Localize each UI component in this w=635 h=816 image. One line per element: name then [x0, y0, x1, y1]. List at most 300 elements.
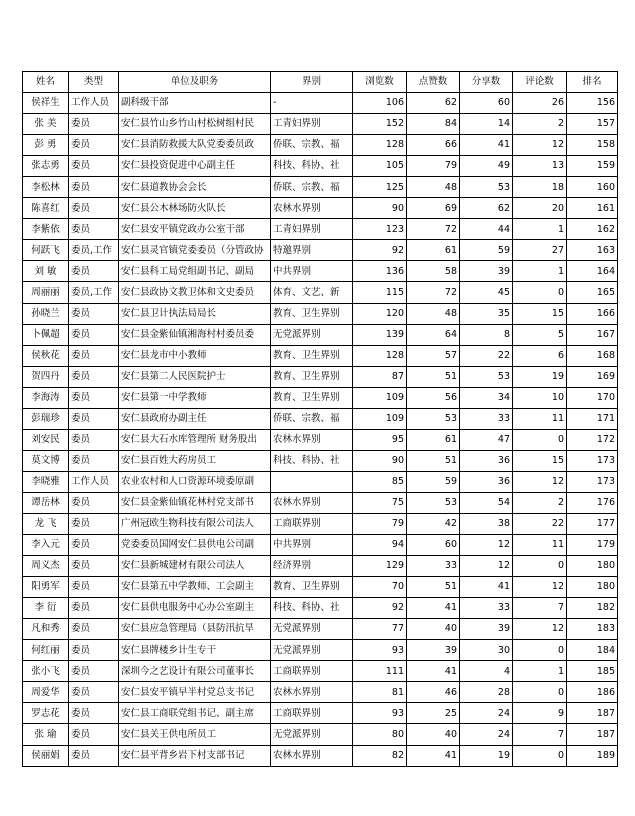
cell-views: 70: [353, 577, 407, 598]
cell-sector: 无党派界别: [271, 640, 353, 661]
cell-unit-position: 广州冠欧生物科技有限公司法人: [119, 513, 271, 534]
cell-shares: 45: [460, 282, 513, 303]
cell-unit-position: 安仁县工商联党组书记、副主席: [119, 703, 271, 724]
cell-rank: 173: [567, 471, 618, 492]
cell-views: 77: [353, 619, 407, 640]
cell-sector: -: [271, 93, 353, 114]
cell-views: 139: [353, 324, 407, 345]
cell-views: 93: [353, 703, 407, 724]
cell-name: 彭 勇: [23, 135, 69, 156]
cell-views: 128: [353, 345, 407, 366]
cell-views: 79: [353, 513, 407, 534]
cell-shares: 39: [460, 261, 513, 282]
table-row: [23, 556, 618, 577]
cell-shares: 35: [460, 303, 513, 324]
cell-likes: 51: [407, 577, 460, 598]
cell-sector: 农林水界别: [271, 682, 353, 703]
cell-views: 106: [353, 93, 407, 114]
cell-unit-position: 农业农村和人口资源环境委原副: [119, 471, 271, 492]
cell-sector: 无党派界别: [271, 724, 353, 745]
cell-likes: 53: [407, 408, 460, 429]
cell-comments: 26: [513, 93, 567, 114]
cell-views: 109: [353, 408, 407, 429]
cell-rank: 173: [567, 450, 618, 471]
table-row: [23, 535, 618, 556]
cell-shares: 24: [460, 703, 513, 724]
cell-shares: 19: [460, 745, 513, 766]
cell-sector: 经济界别: [271, 556, 353, 577]
table-row: [23, 156, 618, 177]
cell-shares: 36: [460, 471, 513, 492]
cell-unit-position: 安仁县平背乡岩下村支部书记: [119, 745, 271, 766]
cell-unit-position: 安仁县新城建材有限公司法人: [119, 556, 271, 577]
header-row: [23, 72, 618, 93]
cell-likes: 62: [407, 93, 460, 114]
cell-shares: 14: [460, 114, 513, 135]
cell-comments: 15: [513, 450, 567, 471]
header-sector: 界别: [271, 72, 353, 93]
cell-unit-position: 安仁县卫计执法局局长: [119, 303, 271, 324]
cell-likes: 41: [407, 598, 460, 619]
cell-comments: 0: [513, 282, 567, 303]
cell-views: 90: [353, 450, 407, 471]
cell-comments: 0: [513, 682, 567, 703]
ranking-table: [22, 71, 618, 767]
cell-views: 136: [353, 261, 407, 282]
cell-rank: 172: [567, 429, 618, 450]
cell-sector: 科技、科协、社: [271, 598, 353, 619]
table-row: [23, 513, 618, 534]
cell-likes: 51: [407, 366, 460, 387]
cell-views: 111: [353, 661, 407, 682]
cell-likes: 66: [407, 135, 460, 156]
cell-name: 莫文博: [23, 450, 69, 471]
cell-type: 委员: [69, 640, 119, 661]
cell-sector: 工青妇界别: [271, 114, 353, 135]
cell-views: 95: [353, 429, 407, 450]
cell-sector: 科技、科协、社: [271, 156, 353, 177]
cell-views: 92: [353, 240, 407, 261]
cell-rank: 160: [567, 177, 618, 198]
cell-name: 罗志花: [23, 703, 69, 724]
cell-views: 94: [353, 535, 407, 556]
cell-unit-position: 安仁县金紫仙镇花林村党支部书: [119, 492, 271, 513]
table-body: [23, 93, 618, 767]
cell-name: 张小飞: [23, 661, 69, 682]
cell-rank: 177: [567, 513, 618, 534]
cell-comments: 0: [513, 556, 567, 577]
cell-type: 委员,工作: [69, 240, 119, 261]
table-row: [23, 387, 618, 408]
cell-shares: 53: [460, 177, 513, 198]
table-row: [23, 114, 618, 135]
header-name: 姓名: [23, 72, 69, 93]
cell-rank: 170: [567, 387, 618, 408]
cell-type: 委员: [69, 408, 119, 429]
cell-comments: 11: [513, 408, 567, 429]
cell-comments: 18: [513, 177, 567, 198]
cell-name: 谭岳林: [23, 492, 69, 513]
cell-rank: 161: [567, 198, 618, 219]
cell-type: 委员,工作: [69, 282, 119, 303]
cell-unit-position: 安仁县应急管理局（县防汛抗旱: [119, 619, 271, 640]
table-row: [23, 492, 618, 513]
cell-rank: 167: [567, 324, 618, 345]
cell-shares: 49: [460, 156, 513, 177]
cell-name: 孙晓兰: [23, 303, 69, 324]
cell-type: 委员: [69, 429, 119, 450]
header-comments: 评论数: [513, 72, 567, 93]
cell-name: 凡和秀: [23, 619, 69, 640]
cell-unit-position: 安仁县安平镇党政办公室干部: [119, 219, 271, 240]
cell-name: 张志勇: [23, 156, 69, 177]
table-row: [23, 345, 618, 366]
cell-rank: 158: [567, 135, 618, 156]
cell-shares: 54: [460, 492, 513, 513]
cell-unit-position: 安仁县第一中学教师: [119, 387, 271, 408]
cell-type: 委员: [69, 535, 119, 556]
cell-name: 何跃飞: [23, 240, 69, 261]
table-row: [23, 282, 618, 303]
table-row: [23, 93, 618, 114]
cell-comments: 2: [513, 114, 567, 135]
cell-shares: 38: [460, 513, 513, 534]
cell-shares: 39: [460, 619, 513, 640]
table-row: [23, 240, 618, 261]
table-row: [23, 450, 618, 471]
cell-comments: 12: [513, 135, 567, 156]
cell-rank: 179: [567, 535, 618, 556]
cell-name: 周丽丽: [23, 282, 69, 303]
cell-rank: 157: [567, 114, 618, 135]
cell-type: 委员: [69, 703, 119, 724]
cell-name: 周爱华: [23, 682, 69, 703]
cell-name: 张 瑜: [23, 724, 69, 745]
cell-unit-position: 副科级干部: [119, 93, 271, 114]
cell-unit-position: 安仁县大石水库管理所 财务股出: [119, 429, 271, 450]
cell-shares: 59: [460, 240, 513, 261]
cell-type: 委员: [69, 198, 119, 219]
cell-type: 委员: [69, 577, 119, 598]
cell-likes: 79: [407, 156, 460, 177]
cell-type: 委员: [69, 492, 119, 513]
cell-views: 90: [353, 198, 407, 219]
cell-views: 92: [353, 598, 407, 619]
cell-shares: 44: [460, 219, 513, 240]
cell-shares: 41: [460, 577, 513, 598]
cell-sector: 中共界别: [271, 535, 353, 556]
cell-name: 龙 飞: [23, 513, 69, 534]
cell-comments: 1: [513, 261, 567, 282]
cell-likes: 60: [407, 535, 460, 556]
cell-name: 李 衍: [23, 598, 69, 619]
cell-sector: 农林水界别: [271, 492, 353, 513]
cell-views: 152: [353, 114, 407, 135]
cell-shares: 62: [460, 198, 513, 219]
cell-type: 委员: [69, 303, 119, 324]
cell-unit-position: 安仁县牌楼乡计生专干: [119, 640, 271, 661]
cell-unit-position: 安仁县第二人民医院护士: [119, 366, 271, 387]
cell-comments: 20: [513, 198, 567, 219]
cell-comments: 7: [513, 724, 567, 745]
cell-likes: 69: [407, 198, 460, 219]
cell-type: 委员: [69, 682, 119, 703]
cell-rank: 186: [567, 682, 618, 703]
cell-sector: 工商联界别: [271, 703, 353, 724]
cell-sector: 体育、文艺、新: [271, 282, 353, 303]
cell-name: 李紫依: [23, 219, 69, 240]
cell-shares: 47: [460, 429, 513, 450]
cell-comments: 12: [513, 619, 567, 640]
cell-name: 侯秋花: [23, 345, 69, 366]
cell-name: 陈喜红: [23, 198, 69, 219]
cell-shares: 41: [460, 135, 513, 156]
cell-type: 委员: [69, 261, 119, 282]
cell-shares: 28: [460, 682, 513, 703]
cell-rank: 169: [567, 366, 618, 387]
cell-type: 委员: [69, 345, 119, 366]
cell-type: 委员: [69, 619, 119, 640]
cell-comments: 0: [513, 745, 567, 766]
cell-name: 卜佩超: [23, 324, 69, 345]
cell-rank: 164: [567, 261, 618, 282]
table-row: [23, 303, 618, 324]
cell-likes: 41: [407, 661, 460, 682]
cell-likes: 84: [407, 114, 460, 135]
cell-unit-position: 安仁县百姓大药房员工: [119, 450, 271, 471]
cell-likes: 72: [407, 219, 460, 240]
cell-unit-position: 安仁县灵官镇党委委员（分管政协: [119, 240, 271, 261]
cell-shares: 33: [460, 598, 513, 619]
cell-name: 刘安民: [23, 429, 69, 450]
cell-shares: 4: [460, 661, 513, 682]
cell-sector: 农林水界别: [271, 198, 353, 219]
table-row: [23, 640, 618, 661]
cell-sector: 工商联界别: [271, 513, 353, 534]
cell-shares: 12: [460, 556, 513, 577]
header-type: 类型: [69, 72, 119, 93]
cell-shares: 34: [460, 387, 513, 408]
table-row: [23, 703, 618, 724]
table-row: [23, 135, 618, 156]
cell-sector: 农林水界别: [271, 429, 353, 450]
cell-unit-position: 安仁县金紫仙镇湘海村村委员委: [119, 324, 271, 345]
cell-likes: 48: [407, 303, 460, 324]
cell-likes: 72: [407, 282, 460, 303]
cell-rank: 187: [567, 703, 618, 724]
cell-rank: 189: [567, 745, 618, 766]
cell-likes: 51: [407, 450, 460, 471]
cell-likes: 25: [407, 703, 460, 724]
cell-unit-position: 安仁县公木林场防火队长: [119, 198, 271, 219]
cell-comments: 11: [513, 535, 567, 556]
table-row: [23, 619, 618, 640]
cell-type: 委员: [69, 387, 119, 408]
cell-type: 工作人员: [69, 93, 119, 114]
cell-views: 129: [353, 556, 407, 577]
cell-sector: 侨联、宗教、福: [271, 135, 353, 156]
cell-unit-position: 安仁县道教协会会长: [119, 177, 271, 198]
cell-rank: 185: [567, 661, 618, 682]
cell-type: 委员: [69, 724, 119, 745]
cell-likes: 53: [407, 492, 460, 513]
cell-unit-position: 安仁县政协文教卫体和文史委员: [119, 282, 271, 303]
header-views: 浏览数: [353, 72, 407, 93]
cell-shares: 33: [460, 408, 513, 429]
cell-unit-position: 安仁县科工局党组副书记、副局: [119, 261, 271, 282]
cell-type: 委员: [69, 513, 119, 534]
cell-unit-position: 安仁县第五中学教师、工会副主: [119, 577, 271, 598]
cell-comments: 10: [513, 387, 567, 408]
cell-comments: 1: [513, 661, 567, 682]
cell-shares: 53: [460, 366, 513, 387]
cell-shares: 22: [460, 345, 513, 366]
cell-type: 委员: [69, 177, 119, 198]
table-row: [23, 577, 618, 598]
cell-likes: 48: [407, 177, 460, 198]
cell-comments: 7: [513, 598, 567, 619]
cell-likes: 61: [407, 240, 460, 261]
table-row: [23, 198, 618, 219]
cell-views: 87: [353, 366, 407, 387]
cell-likes: 57: [407, 345, 460, 366]
cell-shares: 8: [460, 324, 513, 345]
cell-rank: 162: [567, 219, 618, 240]
cell-views: 115: [353, 282, 407, 303]
cell-sector: 侨联、宗教、福: [271, 408, 353, 429]
cell-type: 委员: [69, 135, 119, 156]
cell-comments: 2: [513, 492, 567, 513]
cell-name: 阳勇军: [23, 577, 69, 598]
cell-rank: 156: [567, 93, 618, 114]
table-row: [23, 471, 618, 492]
cell-shares: 60: [460, 93, 513, 114]
cell-type: 委员: [69, 156, 119, 177]
cell-comments: 22: [513, 513, 567, 534]
cell-likes: 56: [407, 387, 460, 408]
cell-likes: 59: [407, 471, 460, 492]
cell-unit-position: 深圳今之艺设计有限公司董事长: [119, 661, 271, 682]
cell-comments: 6: [513, 345, 567, 366]
table-row: [23, 366, 618, 387]
cell-sector: 中共界别: [271, 261, 353, 282]
cell-comments: 12: [513, 577, 567, 598]
cell-views: 80: [353, 724, 407, 745]
cell-views: 123: [353, 219, 407, 240]
cell-sector: 特邀界别: [271, 240, 353, 261]
cell-views: 125: [353, 177, 407, 198]
cell-name: 周义杰: [23, 556, 69, 577]
cell-shares: 24: [460, 724, 513, 745]
cell-views: 105: [353, 156, 407, 177]
cell-name: 侯祥生: [23, 93, 69, 114]
table-row: [23, 261, 618, 282]
cell-type: 委员: [69, 114, 119, 135]
cell-name: 侯丽娟: [23, 745, 69, 766]
header-likes: 点赞数: [407, 72, 460, 93]
table-row: [23, 661, 618, 682]
cell-likes: 41: [407, 745, 460, 766]
cell-comments: 9: [513, 703, 567, 724]
cell-unit-position: 安仁县竹山乡竹山村松树组村民: [119, 114, 271, 135]
table-row: [23, 408, 618, 429]
cell-sector: 教育、卫生界别: [271, 366, 353, 387]
cell-name: 李入元: [23, 535, 69, 556]
cell-rank: 165: [567, 282, 618, 303]
cell-sector: 无党派界别: [271, 619, 353, 640]
header-unit-position: 单位及职务: [119, 72, 271, 93]
cell-rank: 163: [567, 240, 618, 261]
cell-sector: 农林水界别: [271, 745, 353, 766]
cell-type: 委员: [69, 745, 119, 766]
cell-type: 委员: [69, 219, 119, 240]
cell-comments: 13: [513, 156, 567, 177]
cell-likes: 46: [407, 682, 460, 703]
cell-rank: 171: [567, 408, 618, 429]
cell-likes: 40: [407, 619, 460, 640]
cell-sector: 教育、卫生界别: [271, 577, 353, 598]
cell-sector: 工青妇界别: [271, 219, 353, 240]
cell-sector: 侨联、宗教、福: [271, 177, 353, 198]
cell-sector: [271, 471, 353, 492]
cell-unit-position: 党委委员国网安仁县供电公司副: [119, 535, 271, 556]
cell-comments: 1: [513, 219, 567, 240]
cell-type: 委员: [69, 556, 119, 577]
header-rank: 排名: [567, 72, 618, 93]
cell-sector: 教育、卫生界别: [271, 303, 353, 324]
cell-sector: 教育、卫生界别: [271, 345, 353, 366]
cell-sector: 工商联界别: [271, 661, 353, 682]
cell-unit-position: 安仁县供电服务中心办公室副主: [119, 598, 271, 619]
cell-shares: 36: [460, 450, 513, 471]
cell-rank: 180: [567, 577, 618, 598]
cell-views: 75: [353, 492, 407, 513]
cell-likes: 40: [407, 724, 460, 745]
cell-comments: 0: [513, 640, 567, 661]
cell-likes: 33: [407, 556, 460, 577]
cell-comments: 12: [513, 471, 567, 492]
cell-name: 彭瑞珍: [23, 408, 69, 429]
cell-name: 刘 敏: [23, 261, 69, 282]
cell-rank: 168: [567, 345, 618, 366]
cell-likes: 61: [407, 429, 460, 450]
cell-rank: 182: [567, 598, 618, 619]
table-row: [23, 177, 618, 198]
table-row: [23, 598, 618, 619]
cell-unit-position: 安仁县消防救援大队党委委员政: [119, 135, 271, 156]
table-row: [23, 745, 618, 766]
cell-type: 委员: [69, 324, 119, 345]
cell-name: 贺四丹: [23, 366, 69, 387]
cell-comments: 27: [513, 240, 567, 261]
cell-likes: 42: [407, 513, 460, 534]
cell-rank: 183: [567, 619, 618, 640]
cell-views: 93: [353, 640, 407, 661]
table-row: [23, 429, 618, 450]
cell-sector: 科技、科协、社: [271, 450, 353, 471]
table-row: [23, 682, 618, 703]
cell-views: 109: [353, 387, 407, 408]
cell-type: 委员: [69, 450, 119, 471]
header-shares: 分享数: [460, 72, 513, 93]
cell-type: 委员: [69, 598, 119, 619]
cell-type: 委员: [69, 661, 119, 682]
cell-views: 82: [353, 745, 407, 766]
cell-comments: 19: [513, 366, 567, 387]
cell-sector: 教育、卫生界别: [271, 387, 353, 408]
cell-shares: 12: [460, 535, 513, 556]
cell-rank: 184: [567, 640, 618, 661]
